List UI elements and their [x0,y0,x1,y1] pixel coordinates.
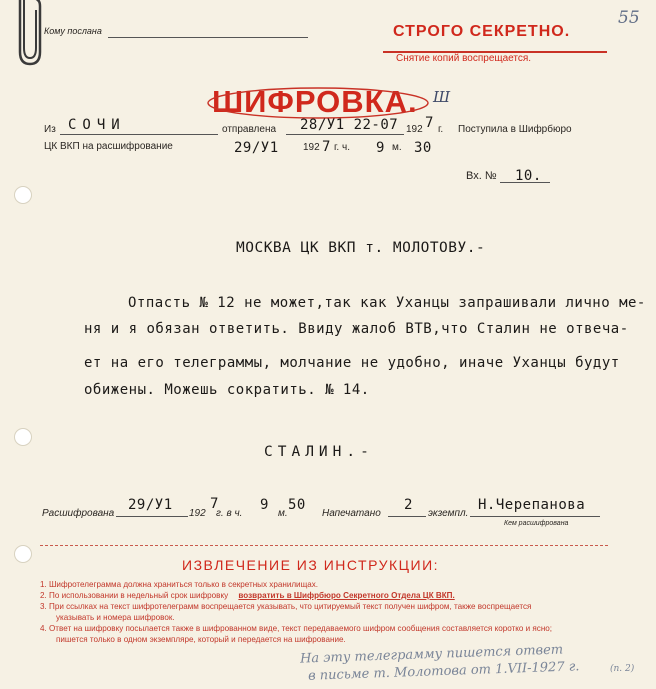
instruction-item: 4. Ответ на шифровку посылается также в шифрованном виде, текст передаваемого шифром сообщения составляется коротко и ясно; [40,624,553,633]
footer-year-prefix: 192 [189,508,206,519]
message-line: ня и я обязан ответить. Ввиду жалоб ВТВ,что Сталин не отвеча- [84,321,629,337]
decrypted-by: Н.Черепанова [478,497,586,513]
year-digit: 7 [425,115,434,131]
instruction-item-text: 2. По использовании в недельный срок шифровку [40,591,229,600]
incoming-line [500,182,550,183]
handwritten-note-tag: (п. 2) [610,664,635,674]
punch-hole [14,186,32,204]
title-oval [206,84,436,120]
footer-year-digit: 7 [210,496,219,512]
footer-hour-label: г. в ч. [216,508,243,519]
punch-hole [14,428,32,446]
instructions-title: ИЗВЛЕЧЕНИЕ ИЗ ИНСТРУКЦИИ: [182,557,440,573]
decrypt-min-label: м. [392,142,402,153]
year-suffix: г. [438,124,444,135]
decrypt-min: 30 [414,140,432,156]
instruction-item: пишется только в одном экземпляре, который и передается на шифрование. [56,635,346,644]
handwritten-note-line1: На эту телеграмму пишется ответ [299,642,564,667]
paperclip-icon [10,0,46,70]
decrypted-date: 29/У1 [128,497,173,513]
handwritten-note-line2: в письме т. Молотова от 1.VII-1927 г. [307,659,580,684]
message-line: Отпасть № 12 не может,так как Уханцы запрашивали лично ме- [128,295,646,311]
from-label: Из [44,124,56,135]
decrypt-year-suffix: г. ч. [334,142,350,153]
incoming-label: Вх. № [466,170,497,182]
instructions-divider [40,545,608,546]
sent-line [286,134,404,135]
ck-label: ЦК ВКП на расшифрование [44,141,173,152]
page-number: 55 [618,8,640,28]
decrypted-by-line [470,516,600,517]
instruction-item: 3. При ссылках на текст шифротелеграмм воспрещается указывать, что цитируемый текст получен шифром, также воспрещается [40,602,532,611]
signature: СТАЛИН.- [264,444,374,460]
punch-hole [14,545,32,563]
instruction-return-text: возвратить в Шифрбюро Секретного Отдела ЦК ВКП. [238,591,455,600]
sent-value: 28/У1 22-07 [300,117,399,133]
decrypted-by-label: Кем расшифрована [504,520,569,527]
copies-line [388,516,426,517]
message-line: ет на его телеграммы, молчание не удобно, иначе Уханцы будут [84,355,620,371]
footer-minute-label: м. [278,508,288,519]
decrypt-date: 29/У1 [234,140,279,156]
instruction-item: 1. Шифротелеграмма должна храниться только в секретных хранилищах. [40,580,319,589]
from-value: СОЧИ [68,117,126,133]
secret-note: Снятие копий воспрещается. [396,53,532,64]
addressee-label: Кому послана [44,26,102,36]
received-label: Поступила в Шифрбюро [458,124,572,135]
copies: 2 [404,497,413,513]
footer-minute: 50 [288,497,306,513]
copies-label: экземпл. [428,508,469,519]
sent-label: отправлена [222,124,277,135]
year-prefix: 192 [406,124,423,135]
addressee-line [108,37,308,38]
printed-label: Напечатано [322,508,381,519]
decrypt-year-prefix: 192 [303,142,320,153]
secret-title: СТРОГО СЕКРЕТНО. [393,23,571,40]
from-line [60,134,218,135]
message-line: обижены. Можешь сократить. № 14. [84,382,370,398]
instruction-item [40,591,455,600]
decrypt-year-digit: 7 [322,139,331,155]
title-handmark: Ш [433,88,451,106]
decrypted-label: Расшифрована [42,508,115,519]
decrypted-line [116,516,188,517]
decrypt-hour: 9 [376,140,385,156]
incoming-number: 10. [515,168,542,184]
secret-stamp [383,23,607,53]
document-title: ШИФРОВКА. [212,84,418,119]
instruction-item: указывать и номера шифровок. [56,613,175,622]
footer-hour: 9 [260,497,269,513]
message-addressee: МОСКВА ЦК ВКП т. МОЛОТОВУ.- [236,240,486,256]
